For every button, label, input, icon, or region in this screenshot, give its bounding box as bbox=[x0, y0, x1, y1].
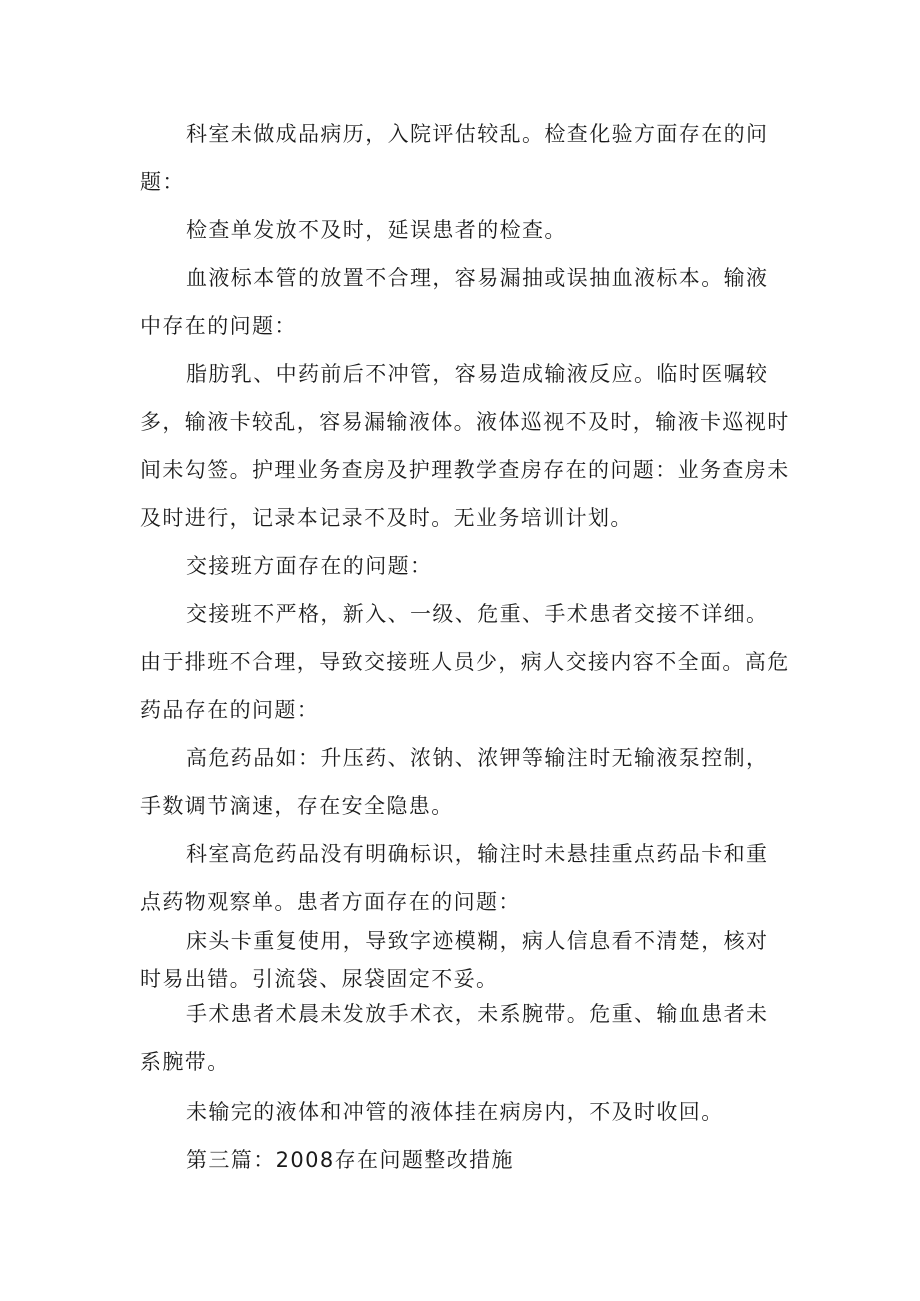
paragraph-2: 检查单发放不及时，延误患者的检查。 bbox=[186, 218, 567, 242]
paragraph-5: 交接班方面存在的问题： bbox=[186, 554, 433, 578]
paragraph-10: 手术患者术晨未发放手术衣，未系腕带。危重、输血患者未系腕带。 bbox=[140, 1002, 769, 1074]
paragraph-1: 科室未做成品病历，入院评估较乱。检查化验方面存在的问题： bbox=[140, 122, 769, 194]
paragraph-4: 脂肪乳、中药前后不冲管，容易造成输液反应。临时医嘱较多，输液卡较乱，容易漏输液体。液体巡视不及时，输液卡巡视时间未勾签。护理业务查房及护理教学查房存在的问题：业务查房未及时进行，记录本记录不及时。无业务培训计划。 bbox=[140, 362, 790, 530]
paragraph-3: 血液标本管的放置不合理，容易漏抽或误抽血液标本。输液中存在的问题： bbox=[140, 266, 769, 338]
paragraph-9: 床头卡重复使用，导致字迹模糊，病人信息看不清楚，核对时易出错。引流袋、尿袋固定不妥。 bbox=[140, 929, 769, 991]
paragraph-8: 科室高危药品没有明确标识，输注时未悬挂重点药品卡和重点药物观察单。患者方面存在的问题： bbox=[140, 842, 769, 914]
paragraph-7: 高危药品如：升压药、浓钠、浓钾等输注时无输液泵控制，手数调节滴速，存在安全隐患。 bbox=[140, 746, 769, 818]
section-heading: 第三篇：2008存在问题整改措施 bbox=[186, 1148, 514, 1172]
paragraph-6: 交接班不严格，新入、一级、危重、手术患者交接不详细。由于排班不合理，导致交接班人员少，病人交接内容不全面。高危药品存在的问题： bbox=[140, 602, 790, 722]
paragraph-11: 未输完的液体和冲管的液体挂在病房内，不及时收回。 bbox=[186, 1100, 724, 1124]
